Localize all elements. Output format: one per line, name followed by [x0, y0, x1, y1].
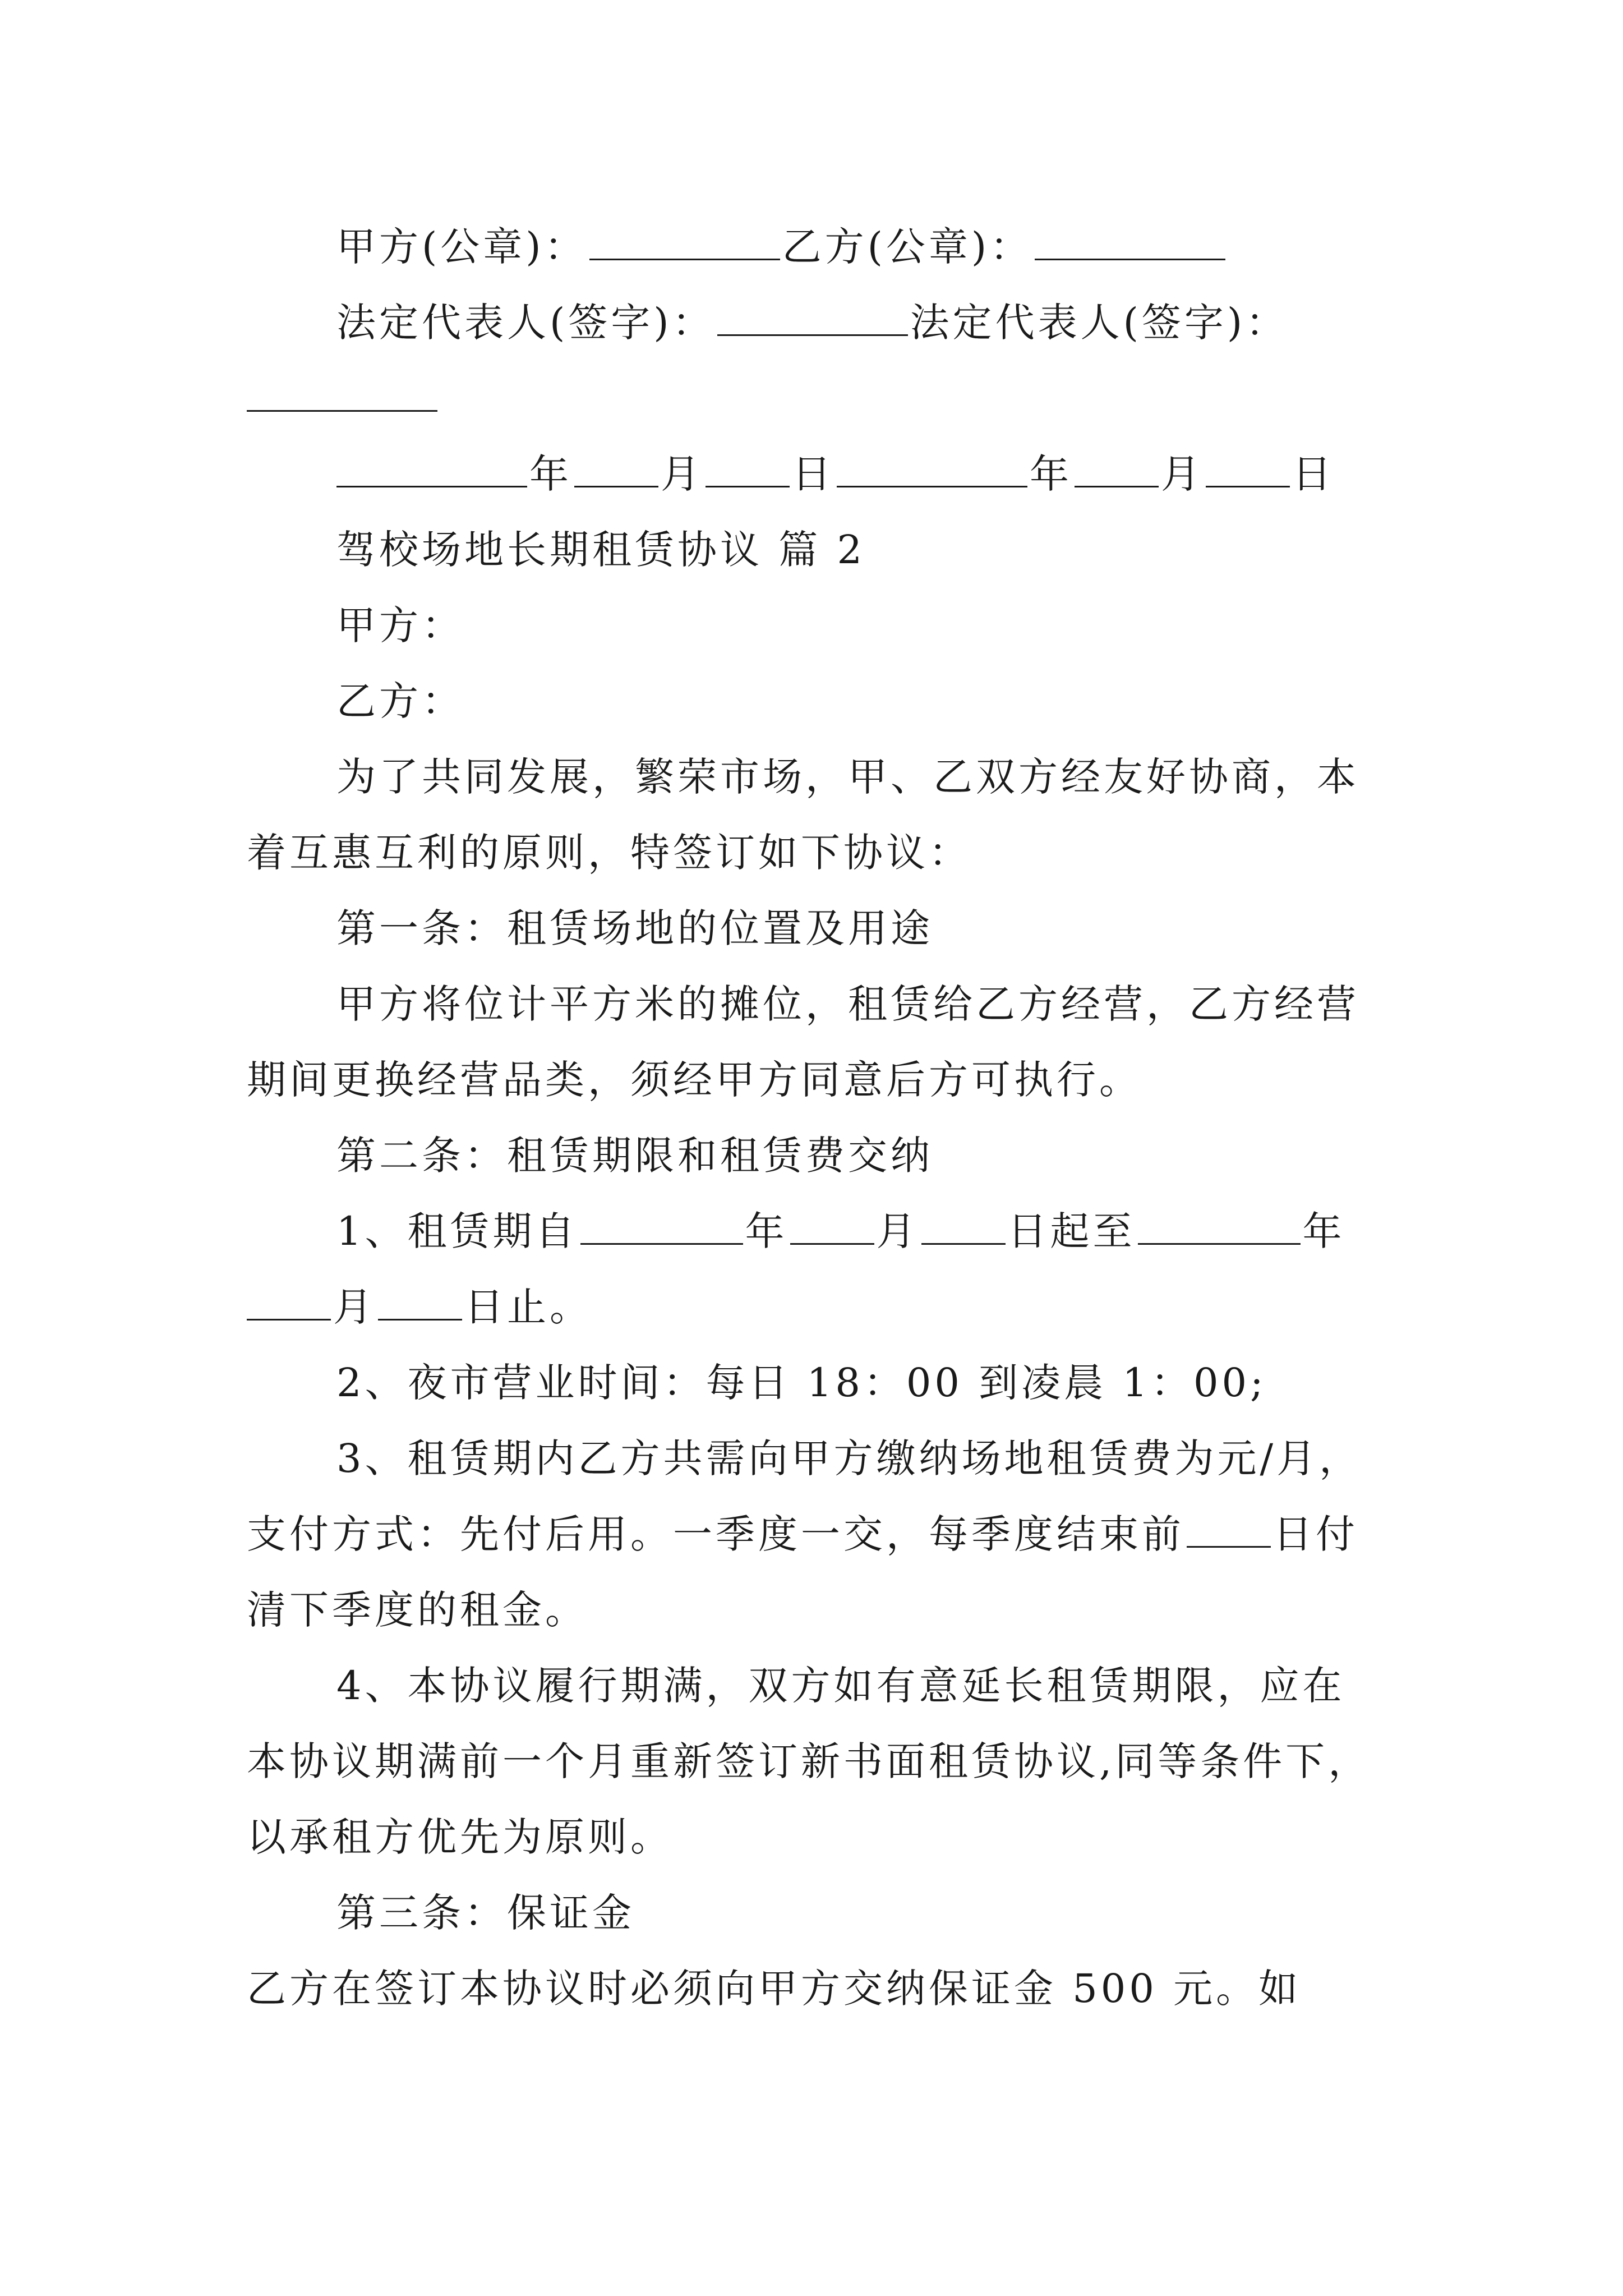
lease-end-month: 月 [333, 1284, 376, 1330]
lease-start-year: 年 [745, 1208, 788, 1254]
lease-start-year-blank [580, 1206, 743, 1245]
date-b-month: 月 [1161, 451, 1204, 497]
lease-end-day-blank [378, 1282, 462, 1320]
article-2-title: 第二条：租赁期限和租赁费交纳 [336, 1133, 933, 1179]
article-3-line-1: 乙方在签订本协议时必须向甲方交纳保证金 500 元。如 [247, 1966, 1302, 2012]
date-b-year-blank [837, 449, 1027, 487]
rep-a-label: 法定代表人(签字)： [336, 300, 715, 346]
lease-start-month-blank [790, 1206, 874, 1245]
date-a-month: 月 [661, 451, 703, 497]
payment-method-text: 支付方式：先付后用。一季度一交，每季度结束前 [247, 1511, 1184, 1557]
rep-a-blank [717, 297, 908, 336]
lease-start-day-blank [921, 1206, 1006, 1245]
seal-line [336, 219, 1623, 275]
rep-b-blank-line [247, 370, 1623, 426]
date-a-day-blank [706, 449, 790, 487]
article-2-item-3-line-2 [247, 1506, 1623, 1562]
date-line [336, 446, 1623, 502]
party-a-seal-blank [589, 222, 780, 260]
article-1-line-2: 期间更换经营品类，须经甲方同意后方可执行。 [247, 1057, 1142, 1103]
intro-line-2: 着互惠互利的原则，特签订如下协议： [247, 830, 971, 876]
lease-term-prefix: 1、租赁期自 [336, 1208, 578, 1254]
payment-day-blank [1187, 1509, 1271, 1548]
article-2-item-4-line-3: 以承租方优先为原则。 [247, 1814, 673, 1860]
date-b-year: 年 [1030, 451, 1072, 497]
payment-day-suffix: 日付 [1273, 1511, 1358, 1557]
rep-b-label: 法定代表人(签字)： [910, 300, 1289, 346]
article-1-title: 第一条：租赁场地的位置及用途 [336, 905, 933, 951]
date-a-year: 年 [529, 451, 572, 497]
date-b-day: 日 [1292, 451, 1335, 497]
article-3-title: 第三条：保证金 [336, 1890, 635, 1936]
date-a-month-blank [574, 449, 658, 487]
intro-line-1: 为了共同发展，繁荣市场，甲、乙双方经友好协商，本 [336, 754, 1359, 800]
rep-b-blank [247, 373, 437, 412]
article-2-item-3-line-1: 3、租赁期内乙方共需向甲方缴纳场地租赁费为元/月， [336, 1435, 1362, 1481]
article-2-item-4-line-2: 本协议期满前一个月重新签订新书面租赁协议,同等条件下， [247, 1738, 1371, 1784]
article-1-line-1: 甲方将位计平方米的摊位，租赁给乙方经营，乙方经营 [336, 981, 1359, 1027]
lease-end-year-blank [1138, 1206, 1301, 1245]
article-2-item-4-line-1: 4、本协议履行期满，双方如有意延长租赁期限，应在 [336, 1663, 1345, 1709]
article-2-item-1-line-1 [336, 1203, 1623, 1259]
lease-end-month-blank [247, 1282, 331, 1320]
date-a-year-blank [336, 449, 527, 487]
article-2-item-1-line-2 [247, 1279, 1623, 1335]
party-b-seal-label: 乙方(公章)： [782, 224, 1033, 270]
lease-end-year: 年 [1302, 1208, 1345, 1254]
date-b-month-blank [1075, 449, 1159, 487]
party-b-line: 乙方： [336, 678, 464, 724]
lease-term-mid: 日起至 [1007, 1208, 1136, 1254]
lease-term-end: 日止。 [464, 1284, 592, 1330]
party-a-seal-label: 甲方(公章)： [336, 224, 587, 270]
party-b-seal-blank [1035, 222, 1225, 260]
article-2-item-3-line-3: 清下季度的租金。 [247, 1587, 588, 1633]
representative-line [336, 295, 1623, 351]
section-heading: 驾校场地长期租赁协议 篇 2 [336, 527, 866, 573]
date-a-day: 日 [792, 451, 834, 497]
article-2-item-2: 2、夜市营业时间：每日 18：00 到凌晨 1：00; [336, 1360, 1267, 1406]
party-a-line: 甲方： [336, 602, 464, 648]
lease-start-month: 月 [876, 1208, 919, 1254]
date-b-day-blank [1206, 449, 1290, 487]
